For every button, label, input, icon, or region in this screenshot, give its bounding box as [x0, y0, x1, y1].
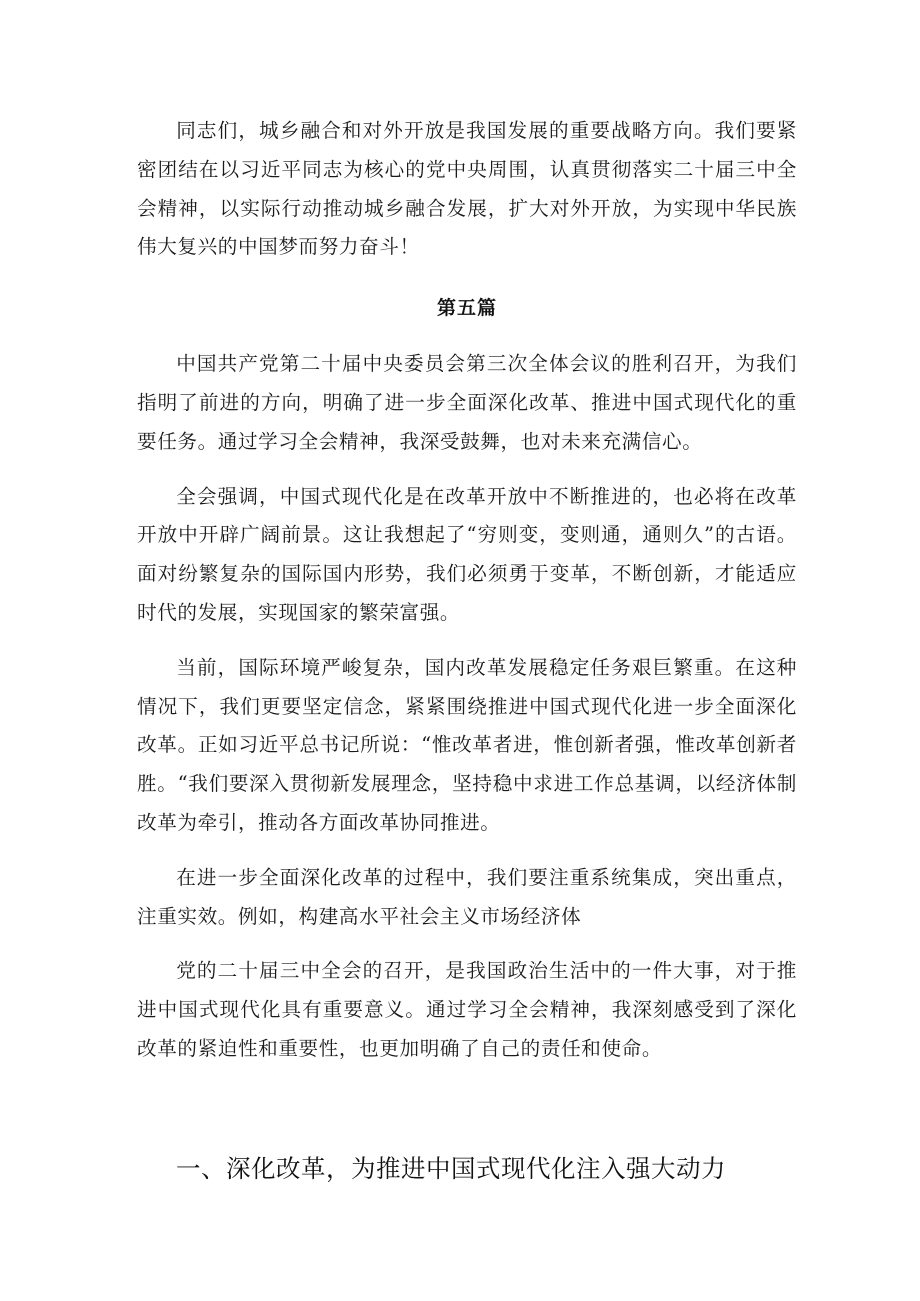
intro-paragraph: 同志们，城乡融合和对外开放是我国发展的重要战略方向。我们要紧密团结在以习近平同志为核心的党中央周围，认真贯彻落实二十届三中全会精神，以实际行动推动城乡融合发展，扩大对外开放，为实现中华民族伟大复兴的中国梦而努力奋斗！: [137, 119, 797, 259]
document-body: [137, 112, 797, 1069]
section-title: 第五篇: [436, 297, 497, 320]
body-paragraph-3: 当前，国际环境严峻复杂，国内改革发展稳定任务艰巨繁重。在这种情况下，我们更要坚定信念，紧紧围绕推进中国式现代化进一步全面深化改革。正如习近平总书记所说：“惟改革者进，惟创新者强，惟改革创新者胜。“我们要深入贯彻新发展理念，坚持稳中求进工作总基调，以经济体制改革为牵引，推动各方面改革协同推进。: [137, 655, 797, 834]
body-paragraph-5: 党的二十届三中全会的召开，是我国政治生活中的一件大事，对于推进中国式现代化具有重要意义。通过学习全会精神，我深刻感受到了深化改革的紧迫性和重要性，也更加明确了自己的责任和使命。: [137, 959, 797, 1060]
body-paragraph-2: 全会强调，中国式现代化是在改革开放中不断推进的，也必将在改革开放中开辟广阔前景。这让我想起了“穷则变，变则通，通则久”的古语。面对纷繁复杂的国际国内形势，我们必须勇于变革，不断创新，才能适应时代的发展，实现国家的繁荣富强。: [137, 484, 797, 624]
body-paragraph-4: 在进一步全面深化改革的过程中，我们要注重系统集成，突出重点，注重实效。例如，构建高水平社会主义市场经济体: [137, 865, 797, 928]
body-paragraph-1: 中国共产党第二十届中央委员会第三次全体会议的胜利召开，为我们指明了前进的方向，明确了进一步全面深化改革、推进中国式现代化的重要任务。通过学习全会精神，我深受鼓舞，也对未来充满信心。: [137, 352, 797, 453]
heading-level-1: 一、深化改革，为推进中国式现代化注入强大动力: [176, 1154, 726, 1183]
